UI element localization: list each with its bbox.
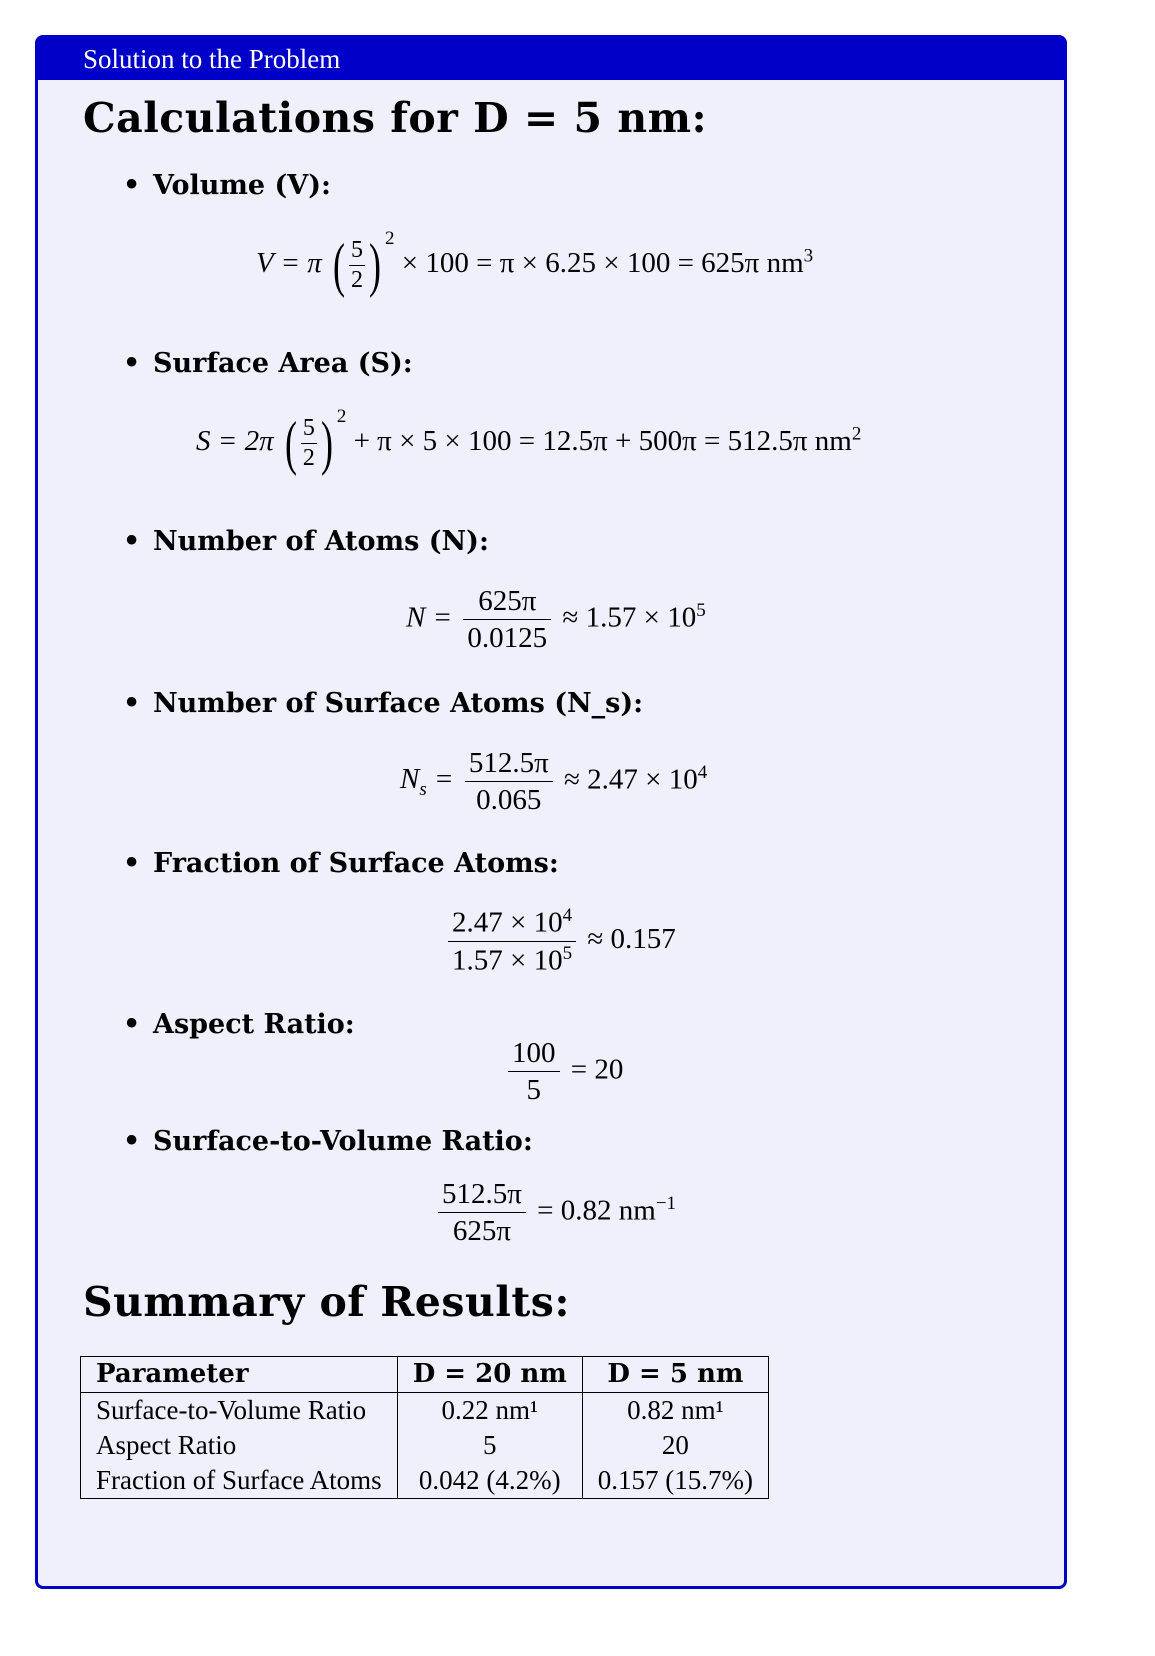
item-surface-atoms: • Number of Surface Atoms (N_s): — [123, 688, 644, 719]
n-rhs: ≈ 1.57 × 10 — [562, 601, 697, 634]
table-row — [81, 1393, 769, 1429]
equation-fraction: $\frac{2.47 \times 10^4}{1.57 \times 10^5}$ ≈ 0.157 — [444, 904, 676, 979]
r-rhs: = 0.82 nm — [537, 1194, 656, 1227]
item-volume: • Volume (V): — [123, 170, 331, 201]
table-header-row — [81, 1357, 769, 1393]
table-cell: 0.042 (4.2%) — [397, 1463, 582, 1499]
solution-box — [35, 35, 1067, 1589]
s-lhs: S = 2π — [196, 425, 274, 457]
equation-aspect: $\frac{100}{5}$ = 20 — [504, 1035, 623, 1109]
table-cell: Fraction of Surface Atoms — [96, 1465, 382, 1495]
a-rhs: = 20 — [570, 1053, 624, 1086]
summary-table — [80, 1356, 769, 1499]
table-cell: 0.82 nm¹ — [582, 1393, 768, 1429]
item-surface-label: Surface Area (S): — [153, 348, 413, 379]
equation-atoms: N = $\frac{625\pi}{0.0125}$ ≈ $1.57 \times 10^5$ — [406, 585, 706, 655]
item-stv-label: Surface-to-Volume Ratio: — [153, 1126, 533, 1157]
table-row — [81, 1463, 769, 1499]
item-stv: • Surface-to-Volume Ratio: — [123, 1126, 533, 1157]
item-fraction-label: Fraction of Surface Atoms: — [153, 848, 559, 879]
table-header: D = 20 nm — [397, 1357, 582, 1393]
table-cell: Aspect Ratio — [96, 1430, 237, 1460]
item-volume-label: Volume (V): — [153, 170, 331, 201]
table-header: D = 5 nm — [582, 1357, 768, 1393]
item-atoms: • Number of Atoms (N): — [123, 526, 489, 557]
table-cell: Surface-to-Volume Ratio — [96, 1395, 367, 1425]
equation-surface-atoms: $N_s$ = $\frac{512.5\pi}{0.065}$ ≈ $2.47 \times 10^4$ — [400, 747, 708, 817]
v-lhs: V = π — [256, 247, 322, 279]
ns-rhs: ≈ 2.47 × 10 — [563, 763, 698, 796]
table-row — [81, 1428, 769, 1463]
item-surface: • Surface Area (S): — [123, 348, 413, 379]
item-surface-atoms-label: Number of Surface Atoms (N_s): — [153, 688, 644, 719]
item-aspect: • Aspect Ratio: — [123, 1009, 355, 1040]
item-aspect-label: Aspect Ratio: — [153, 1009, 355, 1040]
table-cell: 5 — [397, 1428, 582, 1463]
table-cell: 0.22 nm¹ — [397, 1393, 582, 1429]
n-lhs: N = — [406, 601, 453, 634]
box-header — [38, 38, 1064, 80]
item-fraction: • Fraction of Surface Atoms: — [123, 848, 559, 879]
table-header: Parameter — [81, 1357, 398, 1393]
box-title: Solution to the Problem — [83, 44, 341, 74]
f-rhs: ≈ 0.157 — [587, 923, 676, 956]
v-rest: × 100 = π × 6.25 × 100 = 625π nm — [401, 247, 804, 279]
equation-volume: V = π ( $\frac{5}{2}$ ) $^2$ × 100 = π × 6.25 × 100 = 625π $nm^3$ — [256, 228, 814, 299]
s-rest: + π × 5 × 100 = 12.5π + 500π = 512.5π nm — [353, 425, 852, 457]
table-cell: 20 — [582, 1428, 768, 1463]
item-atoms-label: Number of Atoms (N): — [153, 526, 489, 557]
table-cell: 0.157 (15.7%) — [582, 1463, 768, 1499]
equation-surface: S = 2π ( $\frac{5}{2}$ ) $^2$ + π × 5 × 100 = 12.5π + 500π = 512.5π $nm^2$ — [196, 406, 862, 477]
heading-calculations: Calculations for D = 5 nm: — [83, 94, 708, 142]
heading-summary: Summary of Results: — [83, 1278, 570, 1326]
equation-stv: $\frac{512.5\pi}{625\pi}$ = 0.82 $nm^{-1}$ — [434, 1176, 676, 1250]
